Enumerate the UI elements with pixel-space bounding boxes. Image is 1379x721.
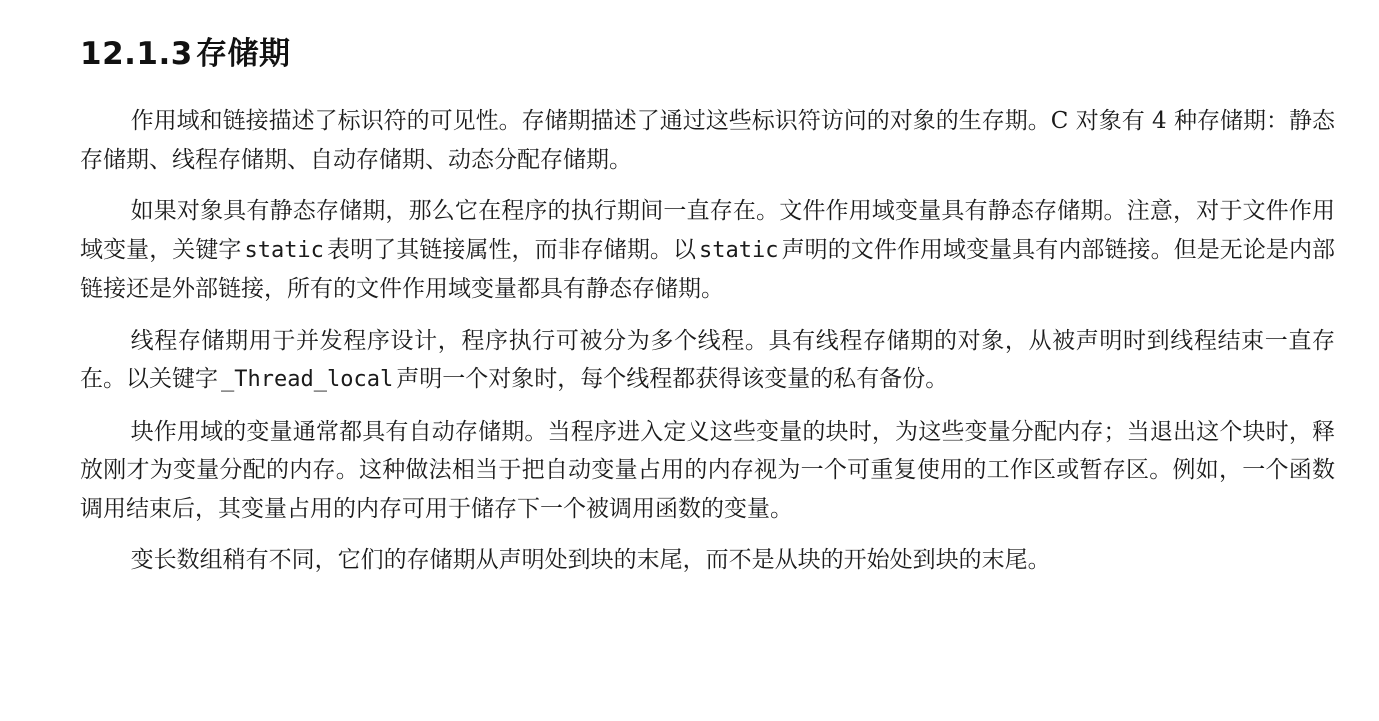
section-title: 存储期 [196, 36, 291, 72]
paragraph-storage-duration-intro [80, 102, 1335, 179]
paragraph-text: 块作用域的变量通常都具有自动存储期。当程序进入定义这些变量的块时，为这些变量分配内存；当退出这个块时，释放刚才为变量分配的内存。这种做法相当于把自动变量占用的内存视为一个可重复使用的工作区或暂存区。例如，一个函数调用结束后，其变量占用的内存可用于储存下一个被调用函数的变量。 [80, 418, 1335, 522]
paragraph-static-storage [80, 192, 1335, 309]
paragraph-text: 声明的文件作用域变量具有内部链接。但是无论是内部链接还是外部链接，所有的文件作用域变量都具有静态存储期。 [80, 236, 1336, 302]
body-text [80, 102, 1335, 593]
code-keyword-static: static [699, 237, 779, 263]
paragraph-text: 声明一个对象时，每个线程都获得该变量的私有备份。 [396, 366, 949, 392]
paragraph-text: 线程存储期用于并发程序设计，程序执行可被分为多个线程。具有线程存储期的对象，从被声明时到线程结束一直存在。以关键字 [80, 327, 1335, 392]
code-keyword-static: static [244, 237, 324, 263]
paragraph-automatic-storage [80, 413, 1335, 529]
paragraph-text: 如果对象具有静态存储期，那么它在程序的执行期间一直存在。文件作用域变量具有静态存储期。注意，对于文件作用域变量，关键字 [80, 198, 1335, 263]
section-heading [80, 30, 291, 78]
code-keyword-thread-local: _Thread_local [221, 367, 394, 392]
paragraph-text: 变长数组稍有不同，它们的存储期从声明处到块的末尾，而不是从块的开始处到块的末尾。 [130, 547, 1051, 573]
section-number: 12.1.3 [80, 36, 193, 72]
paragraph-vla-storage [80, 541, 1335, 580]
paragraph-text: 作用域和链接描述了标识符的可见性。存储期描述了通过这些标识符访问的对象的生存期。C 对象有 4 种存储期：静态存储期、线程存储期、自动存储期、动态分配存储期。 [80, 108, 1335, 173]
paragraph-text: 表明了其链接属性，而非存储期。以 [326, 236, 697, 263]
paragraph-thread-storage [80, 322, 1335, 400]
